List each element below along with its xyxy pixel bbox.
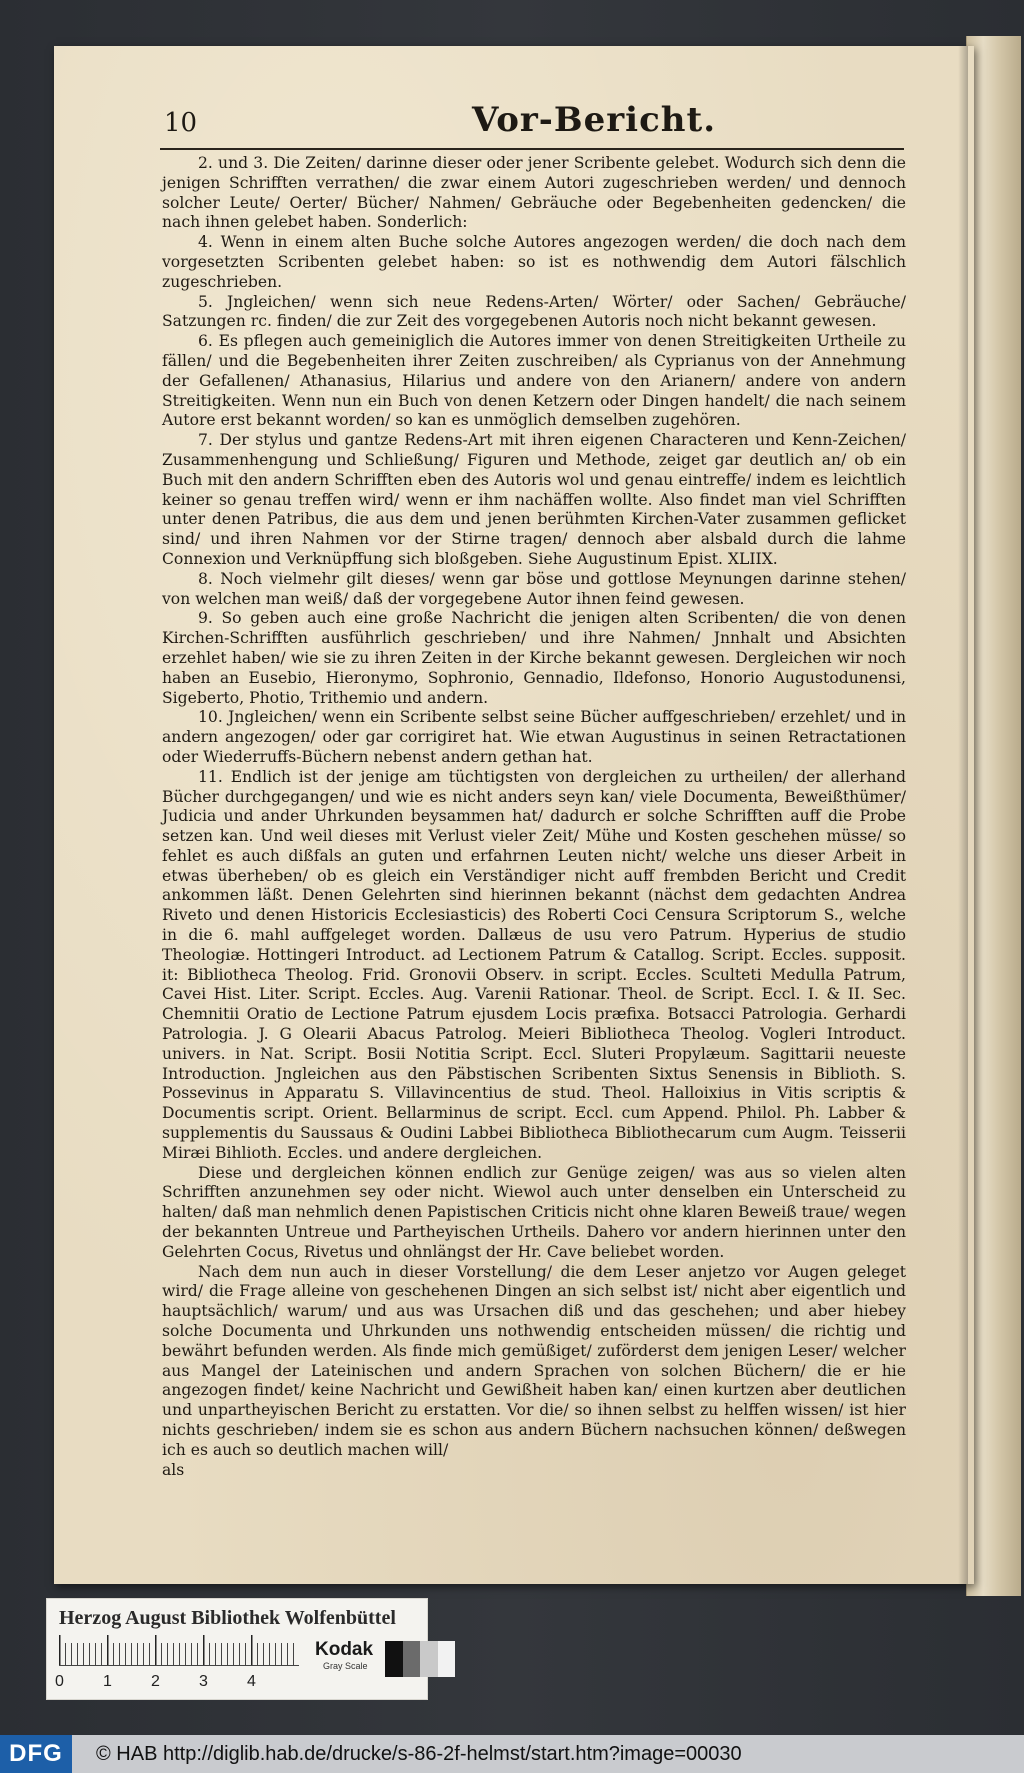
catchword: als: [162, 1460, 185, 1479]
body-text: [162, 154, 906, 1480]
kodak-logo: Kodak: [315, 1639, 374, 1660]
paragraph-2-3: 2. und 3. Die Zeiten/ darinne dieser oder jener Scribente gelebet. Wodurch sich denn die jenigen Schrifften verrathen/ die zwar einem Autori zugeschrieben werden/ und dennoch solcher Leute/ Oerter/ Bücher/ Nahmen/ Gebräuche oder Begebenheiten gedencken/ die nach ihnen gelebet haben. Sonderlich:: [162, 154, 906, 232]
paragraph-10: 10. Jngleichen/ wenn ein Scribente selbst seine Bücher auffgeschrieben/ erzehlet/ und in andern angezogen/ oder gar corrigiret hat. Wie etwan Augustinus in seinen Retractationen oder Wiederruffs-Büchern nebenst andern gethan hat.: [162, 708, 906, 766]
ruler-numbers: [55, 1673, 305, 1693]
color-bar-ruler: [46, 1598, 428, 1700]
ruler-number: 3: [199, 1673, 208, 1690]
ruler-number: 1: [103, 1673, 112, 1690]
page-number: 10: [164, 108, 198, 138]
dfg-logo: DFG: [0, 1735, 72, 1773]
gray-swatch: [403, 1641, 421, 1677]
paragraph-4: 4. Wenn in einem alten Buche solche Autores angezogen werden/ die doch nach dem vorgesetzten Scribenten gelebet haben: so ist es nothwendig dem Autori fälschlich zugeschrieben.: [162, 233, 906, 291]
gray-scale-label: Gray Scale: [323, 1661, 368, 1671]
paragraph-final: Nach dem nun auch in dieser Vorstellung/ die dem Leser anjetzo vor Augen geleget wird/ die Frage alleine von geschehenen Dingen an sich selbst ist/ nicht aber eigentlich und hauptsächlich/ warum/ und aus was Ursachen diß und das geschehen; und aber hiebey solche Documenta und Uhrkunden uns nothwendig entscheiden müssen/ die richtig und bewährt befunden werden. Als finde mich gemüßiget/ zuförderst dem jenigen Leser/ welcher aus Mangel der Lateinischen und andern Sprachen von solchen Büchern/ die er hie angezogen findet/ keine Nachricht und Gewißheit haben kan/ einen kurtzen aber deutlichen und unpartheyischen Bericht zu erstatten. Vor die/ so ihnen selbst zu helffen wissen/ ist hier nichts geschrieben/ indem sie es schon aus andern Büchern nachsuchen können/ deßwegen ich es auch so deutlich machen will/: [162, 1262, 906, 1459]
running-head: Vor-Bericht.: [471, 100, 717, 140]
footer-link[interactable]: © HAB http://diglib.hab.de/drucke/s-86-2f-helmst/start.htm?image=00030: [96, 1743, 742, 1765]
gray-swatch: [420, 1641, 438, 1677]
ruler-number: 0: [55, 1673, 64, 1690]
paragraph-6: 6. Es pflegen auch gemeiniglich die Autores immer von denen Streitigkeiten Urtheile zu fällen/ und die Begebenheiten ihrer Zeiten zuschreiben/ als Cyprianus von der Annehmung der Gefallenen/ Athanasius, Hilarius und andere von den Arianern/ andere von andern Streitigkeiten. Wenn nun ein Buch von denen Ketzern oder Dingen handelt/ die nach seinem Autore erst bekannt worden/ so kan es unmöglich demselben zugehören.: [162, 332, 906, 430]
paragraph-conclusion: Diese und dergleichen können endlich zur Genüge zeigen/ was aus so vielen alten Schrifften anzunehmen sey oder nicht. Wiewol auch unter denselben ein Unterscheid zu halten/ daß man nehmlich denen Papistischen Criticis nicht ohne klaren Beweiß traue/ wegen der bekannten Untreue und Partheyischen Urtheils. Dahero vor andern hierinnen unter den Gelehrten Cocus, Rivetus und ohnlängst der Hr. Cave beliebet worden.: [162, 1163, 906, 1261]
gray-swatch: [385, 1641, 403, 1677]
facing-page-edge: [966, 36, 1021, 1596]
footer-bar: [0, 1735, 1024, 1773]
ruler-number: 4: [247, 1673, 256, 1690]
page-gutter-shadow: [958, 46, 968, 1584]
ruler-scale-major: [59, 1635, 299, 1665]
paragraph-7: 7. Der stylus und gantze Redens-Art mit ihren eigenen Characteren und Kenn-Zeichen/ Zusammenhengung und Schließung/ Figuren und Methode, zeiget gar deutlich an/ ob ein Buch mit den andern Schrifften eben des Autoris wol und genau eintreffe/ indem es leichtlich keiner so genau treffen wird/ wenn er ihm nachäffen wollte. Also findet man viel Schrifften unter denen Patribus, die aus dem und jenen berühmten Kirchen-Vater zusammen geflicket sind/ und ihren Nahmen vor der Stirne tragen/ dennoch aber alsbald durch die lahme Connexion und Verknüpffung sich bloßgeben. Siehe Augustinum Epist. XLIIX.: [162, 431, 906, 568]
paragraph-11: 11. Endlich ist der jenige am tüchtigsten von dergleichen zu urtheilen/ der allerhand Bücher durchgegangen/ und wie es nicht anders seyn kan/ viele Documenta, Beweißthümer/ Judicia und ander Uhrkunden beysammen hat/ dadurch er solche Schrifften auff die Probe setzen kan. Und weil dieses mit Verlust vieler Zeit/ Mühe und Kosten geschehen müsse/ so fehlet es auch dißfals an guten und erfahrnen Leuten nicht/ welche uns dieser Arbeit in etwas überheben/ ob es gleich ein Verständiger nicht auff frembden Bericht und Credit ankommen läßt. Denen Gelehrten sind hierinnen bekannt (nächst dem gedachten Andrea Riveto und denen Historicis Ecclesiasticis) des Roberti Coci Censura Scriptorum S., welche in die 6. mahl auffgeleget worden. Dallæus de usu vero Patrum. Hyperius de studio Theologiæ. Hottingeri Introduct. ad Lectionem Patrum & Catallog. Script. Eccles. supposit. it: Bibliotheca Theolog. Frid. Gronovii Observ. in script. Eccles. Sculteti Medulla Patrum, Cavei Hist. Liter. Script. Eccles. Aug. Varenii Rationar. Theol. de Script. Eccl. I. & II. Sec. Chemnitii Oratio de Lectione Patrum ejusdem Locis præfixa. Botsacci Patrologia. Gerhardi Patrologia. J. G Olearii Abacus Patrolog. Meieri Bibliotheca Theolog. Vogleri Introduct. univers. in Nat. Script. Bosii Notitia Script. Eccl. Sluteri Propylæum. Sagittarii neueste Introduction. Jngleichen aus den Päbstischen Scribenten Sixtus Senensis in Biblioth. S. Possevinus in Apparatu S. Villavincentius de stud. Theol. Halloixius in Vitis scriptis & Documentis script. Orient. Bellarminus de script. Eccl. cum Append. Philol. Ph. Labber & supplementis du Saussaus & Oudini Labbei Bibliotheca Bibliothecarum cum Augm. Teisserii Miræi Bihlioth. Eccles. und andere dergleichen.: [162, 767, 906, 1162]
paragraph-9: 9. So geben auch eine große Nachricht die jenigen alten Scribenten/ die von denen Kirchen-Schrifften ausführlich geschrieben/ und ihre Nahmen/ Jnnhalt und Absichten erzehlet haben/ wie sie zu ihren Zeiten in der Kirche bekannt gewesen. Dergleichen wir noch haben an Eusebio, Hieronymo, Sophronio, Gennadio, Ildefonso, Honorio Augustodunensi, Sigeberto, Photio, Trithemio und andern.: [162, 609, 906, 707]
paragraph-8: 8. Noch vielmehr gilt dieses/ wenn gar böse und gottlose Meynungen darinne stehen/ von welchen man weiß/ daß der vorgegebene Autor ihnen feind gewesen.: [162, 569, 906, 608]
header-rule: [160, 148, 904, 150]
gray-swatches: [385, 1641, 455, 1677]
ruler-number: 2: [151, 1673, 160, 1690]
paragraph-5: 5. Jngleichen/ wenn sich neue Redens-Arten/ Wörter/ oder Sachen/ Gebräuche/ Satzungen rc. finden/ die zur Zeit des vorgegebenen Autoris noch nicht bekannt gewesen.: [162, 292, 906, 331]
gray-swatch: [438, 1641, 456, 1677]
page-header: [164, 100, 904, 144]
library-name: Herzog August Bibliothek Wolfenbüttel: [59, 1607, 396, 1629]
